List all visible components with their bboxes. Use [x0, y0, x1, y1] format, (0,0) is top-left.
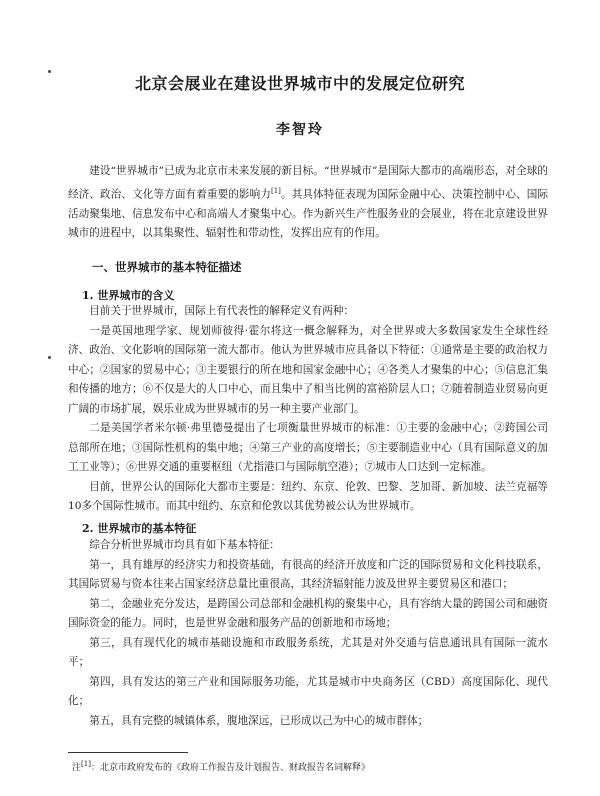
- paragraph: 综合分析世界城市均具有如下基本特征：: [89, 539, 280, 551]
- footnote-label: 注: [72, 763, 82, 773]
- feature-item: 第三，具有现代化的城市基础设施和市政服务系统，尤其是对外交通与信息通讯具有国际一流水平；: [68, 636, 548, 668]
- subsection-heading-1: 1. 世界城市的含义: [82, 289, 175, 302]
- section-1-2-body: [68, 536, 548, 731]
- footnote-divider: [68, 752, 188, 753]
- section-1-1-body: [68, 302, 548, 517]
- footnote-ref: [1]: [81, 760, 91, 768]
- scan-speck: [48, 356, 51, 359]
- paper-title: 北京会展业在建设世界城市中的发展定位研究: [134, 74, 465, 93]
- footnote: [72, 760, 370, 773]
- paragraph: 二是美国学者米尔顿·弗里德曼提出了七项衡量世界城市的标准：①主要的金融中心；②跨国公司总部所在地；③国际性机构的集中地；④第三产业的高度增长；⑤主要制造业中心（具有国际意义的加工工业等）；⑥世界交通的重要枢纽（尤指港口与国际航空港）；⑦城市人口达到一定标准。: [68, 422, 548, 473]
- feature-item: 第五，具有完整的城镇体系，腹地深远，已形成以己为中心的城市群体；: [89, 714, 429, 727]
- section-heading-1: 一、世界城市的基本特征描述: [92, 260, 242, 274]
- intro-text-cont: 。其具体特征表现为国际金融中心、决策控制中心、国际活动聚集地、信息发布中心和高端人才聚集中心。作为新兴生产性服务业的会展业，将在北京建设世界城市的进程中，以其集聚性、辐射性和带动性，发挥出应有的作用。: [68, 188, 549, 240]
- author-name: 李智玲: [276, 122, 324, 138]
- paragraph: 一是英国地理学家、规划师彼得·霍尔将这一概念解释为，对全世界或大多数国家发生全球性经济、政治、文化影响的国际第一流大都市。他认为世界城市应具备以下特征：①通常是主要的政治权力中心；②国家的贸易中心；③主要银行的所在地和国家金融中心；④各类人才聚集的中心；⑤信息汇集和传播的地方；⑥不仅是大的人口中心，而且集中了相当比例的富裕阶层人口；⑦随着制造业贸易向更广阔的市场扩展，娱乐业成为世界城市的另一种主要产业部门。: [68, 324, 548, 415]
- intro-text: 建设“世界城市”已成为北京市未来发展的新目标。“世界城市”是国际大都市的高端形态，对全球的经济、政治、文化等方面有着重要的影响力: [68, 165, 548, 201]
- footnote-text: ：北京市政府发布的《政府工作报告及计划报告、财政报告名词解释》: [90, 763, 370, 773]
- citation-ref: [1]: [271, 186, 281, 195]
- paragraph: 目前关于世界城市，国际上有代表性的解释定义有两种：: [89, 305, 355, 317]
- paragraph: 目前，世界公认的国际化大都市主要是：纽约、东京、伦敦、巴黎、芝加哥、新加坡、法兰克福等10多个国际性城市。而其中纽约、东京和伦敦以其优势被公认为世界城市。: [68, 480, 548, 512]
- feature-item: 第一，具有雄厚的经济实力和投资基础，有很高的经济开放度和广泛的国际贸易和文化科技联系，其国际贸易与资本往来占国家经济总量比重很高，其经济辐射能力波及世界主要贸易区和港口；: [68, 558, 548, 590]
- feature-item: 第四，具有发达的第三产业和国际服务功能，尤其是城市中央商务区（CBD）高度国际化、现代化；: [68, 675, 548, 707]
- feature-item: 第二，金融业充分发达，是跨国公司总部和金融机构的聚集中心，具有容纳大量的跨国公司和融资国际资金的能力。同时，也是世界金融和服务产品的创新地和市场地；: [68, 597, 548, 629]
- intro-paragraph: [68, 162, 548, 244]
- subsection-heading-2: 2. 世界城市的基本特征: [82, 522, 197, 535]
